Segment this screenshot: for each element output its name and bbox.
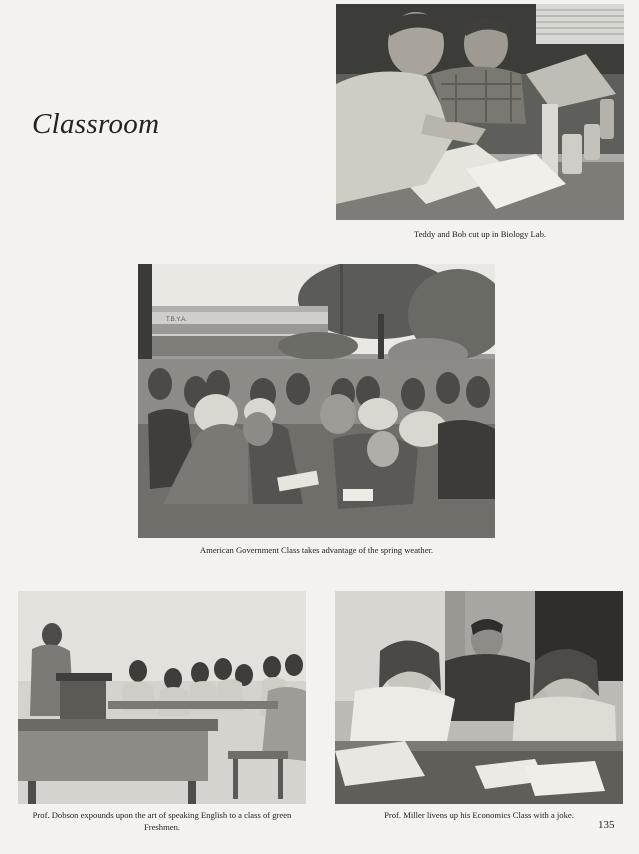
english-class-photo bbox=[18, 591, 306, 804]
page-number: 135 bbox=[598, 819, 615, 831]
economics-class-caption: Prof. Miller livens up his Economics Class with a joke. bbox=[384, 810, 574, 820]
outdoor-class-photo bbox=[138, 264, 495, 538]
biology-lab-caption: Teddy and Bob cut up in Biology Lab. bbox=[413, 229, 547, 239]
storefront-sign: T.B.Y.A. bbox=[166, 317, 187, 323]
english-class-caption: Prof. Dobson expounds upon the art of speaking English to a class of green Freshmen. bbox=[32, 810, 292, 832]
biology-lab-photo bbox=[336, 4, 624, 220]
outdoor-class-caption: American Government Class takes advantage of the spring weather. bbox=[199, 545, 434, 555]
page-title: Classroom bbox=[32, 108, 160, 140]
economics-class-photo bbox=[335, 591, 623, 804]
